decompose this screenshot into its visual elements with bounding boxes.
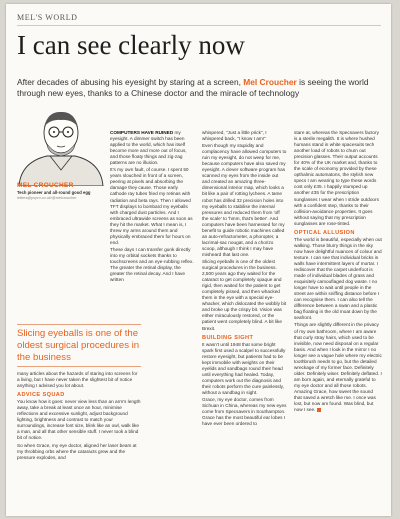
- pull-quote: Slicing eyeballs is one of the oldest surgical procedures in the business: [17, 328, 140, 364]
- paragraph-text: So when Grace, my eye doctor, aligned her laser beam at my throbbing orbs where the cataracts grew and the pressure explodes, and: [17, 442, 137, 460]
- column-3: [294, 130, 382, 512]
- pullquote-rule-bottom: [17, 366, 141, 367]
- body-paragraph: [17, 399, 141, 441]
- subheading: OPTICAL ALLUSION: [294, 229, 355, 236]
- section-label: MEL'S WORLD: [17, 13, 78, 22]
- paragraph-text: stare at, whereas the Specsavers factory is a sterile megalith. It is where hushed humans stand in white spacesuits tech another load of robots to churn out precision glasses. Their output accounts for 40% of the UK market and, thanks to the scale of economy provided by these opthalmic automatons, the stylish new specs I am wearing to type these words cost only £35. I happily stumped up another £35 for the prescription sunglasses I wear when I stride outdoors with a confident step, thanks to their collision-avoidance properties. It goes without saying that my prescription sunglasses are rose-tinted.: [294, 130, 379, 226]
- paragraph-text: Even though my stupidity and complacency have allowed computers to ruin my eyesight, do not weep for me, because computers have also saved my eyesight. A clever software program has scanned my eyes from the inside out and created an amazing three-dimensional interior map, which looks a bit like a pair of rotting lychees. A tame robot has drilled 32 precision holes into my eyeballs to stabilise the internal pressures and reduced them from 'off the scale' to 'hmm, that's better'. And computers have been harnessed for my benefit to guide robotic machines called an auto-refractometer, a phoropter, a lacrimal-sac nougat, and a chorizo scoop, although I think I may have misheard that last one.: [202, 143, 287, 257]
- subheading: BUILDING SIGHT: [202, 334, 254, 341]
- author-name: MEL CROUCHER: [17, 182, 74, 189]
- standfirst-lead: After decades of abusing his eyesight by staring at a screen,: [17, 77, 244, 87]
- column-1-bottom: [17, 371, 141, 512]
- body-paragraph: [202, 130, 287, 142]
- author-portrait: [17, 106, 105, 186]
- body-paragraph: [17, 443, 141, 461]
- body-paragraph: [202, 342, 287, 396]
- lead-in: COMPUTERS HAVE RUINED: [110, 130, 174, 135]
- body-paragraph: [202, 259, 287, 332]
- column-1-top: [110, 130, 195, 320]
- body-paragraph: [110, 167, 195, 246]
- body-paragraph: [202, 143, 287, 258]
- paragraph-text: It's my own fault, of course. I spent 50 years slouched in front of a screen, peering at pixels and absorbing the damage they cause. Those early cathode ray tubes fried my retinas with radiation and beta rays. Then I allowed TFT displays to bombard my eyeballs with charged dust particles. And I embraced ultrawide screens as soon as they hit the market. What I mean is, I threw my arms around them and physically embraced them for hours on end.: [110, 167, 193, 245]
- standfirst-rest: is seeing the world through new eyes, thanks to a Chinese doctor and the miracle of technology: [17, 77, 369, 98]
- author-contact: letters@pcpro.co.uk/@melcroucher: [17, 196, 77, 200]
- magazine-page: [6, 4, 391, 516]
- paragraph-text: Things are slightly different in the privacy of my own bathroom, where I am aware that curly stray hairs, which used to be invisible, now need disposal on a regular basis. And when I look in the mirror I no longer see a vague hole where my electric toothbrush needs to go, but the detailed wreckage of my former face. Definitely older. Definitely wiser. Definitely deflated. I am born again, and eternally grateful to my eye doctor and all those robots. Amazing Grace, how sweet the sound that saved a wretch like me. I once was lost, but now am found. Was blind, but now I see.: [294, 322, 382, 413]
- paragraph-text: You know how it goes: never view less than an arm's length away, take a break at least once an hour, minimise reflections and excessive sunlight, adjust background lighting, brightness and contrast to match your surroundings, increase font size, blink like an owl, walk like a man, and all that other sensible stuff. I never took a blind bit of notice.: [17, 399, 141, 441]
- paragraph-text: It wasn't until 1948 that some bright spark first used a scalpel to successfully restore eyesight, but patients had to be kept immobile with weights on their eyelids and sandbags round their head until everything had healed. Today, computers work out the diagnosis and their robots perform the cure painlessly, without a sandbag in sight.: [202, 341, 286, 395]
- body-paragraph: [110, 130, 195, 166]
- standfirst: [17, 77, 385, 99]
- author-bio: Tech pioneer and all-round good egg: [17, 190, 91, 195]
- paragraph-text: Grace, my eye doctor, comes from Sichuan in China, whereas my new eyes come from Specsavers in Southampton. Grace has the most beautiful ear lobes I have ever been ordered to: [202, 397, 287, 427]
- header-divider: [17, 25, 381, 26]
- paragraph-text: The world is beautiful, especially when out walking. Those blurry things in the sky now have delightful nuances of colour and texture. I can see that individual bricks in walls have intermittent layers of mortar. I rediscover that the carpet underfoot is made of individual blades of grass and exquisitely camouflaged dog waste. I no longer have to wait until people in the street are within sniffing distance before I can recognise them. I can also tell the difference between a swan and a plastic bag floating in the old moat down by the seafront.: [294, 236, 382, 321]
- body-paragraph: [17, 371, 141, 389]
- body-paragraph: [202, 397, 287, 427]
- pullquote-rule-top: [17, 324, 141, 325]
- paragraph-text: many articles about the hazards of staring into screens for a living, but I have never taken the slightest bit of notice anything I advised you lot about.: [17, 371, 138, 389]
- subheading: ADVICE SQUAD: [17, 392, 65, 399]
- end-mark-icon: [317, 408, 321, 412]
- body-paragraph: [294, 237, 382, 322]
- paragraph-text: These days I can transfer gunk directly into my orbital sockets thanks to touchscreens and an eye-rubbing reflex. The greater the retinal display, the greater the retinal decay. And I have written: [110, 246, 194, 283]
- paragraph-text: Slicing eyeballs is one of the oldest surgical procedures in the business. 2,500 years ago they waited for the cataract to get completely opaque and rigid, then waited for the patient to get completely pissed, and then whacked them in the eye with a special eye-whacker, which dislocated the wobbly bit and broke up the crispy bit. Vision was either miraculously restored, or the patient went completely blind. A bit like Brexit.: [202, 258, 287, 331]
- paragraph-text: whispered, "Just a little prick", I whispered back, "I know I am!": [202, 130, 267, 142]
- column-2: [202, 130, 287, 512]
- body-paragraph: [294, 130, 382, 227]
- standfirst-author: Mel Croucher: [243, 77, 297, 87]
- body-paragraph: [110, 247, 195, 283]
- page-title: I can see clearly now: [17, 30, 245, 60]
- paragraph-text: my eyesight. A dimmer switch has been applied to the world, which has itself become more and more out of focus, and those floaty things and zig-zag patterns are no illusion.: [110, 130, 187, 166]
- body-paragraph: [294, 322, 382, 413]
